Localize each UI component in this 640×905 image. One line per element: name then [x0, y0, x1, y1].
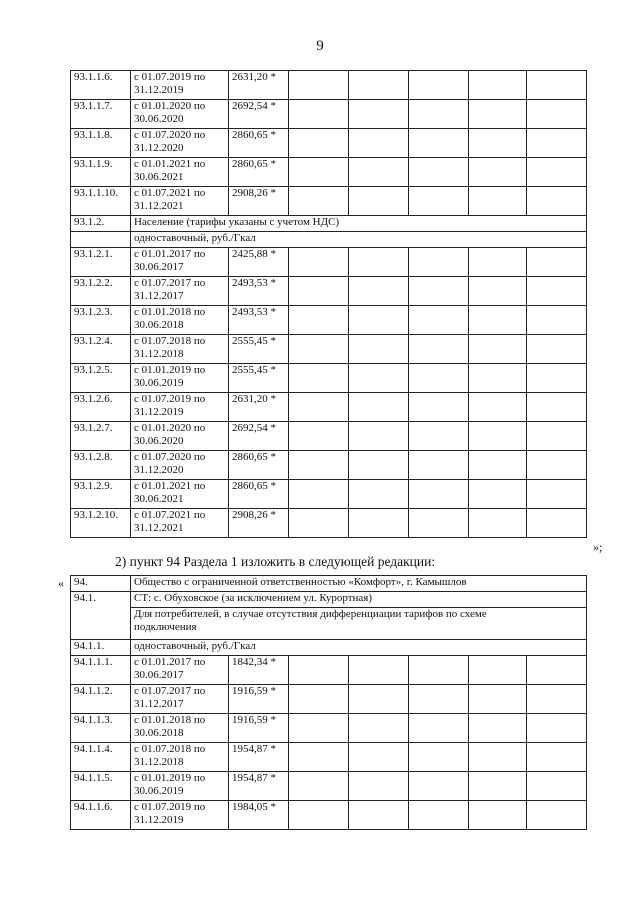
empty-cell — [469, 509, 527, 538]
table-row — [71, 277, 587, 306]
empty-cell — [527, 100, 587, 129]
empty-cell — [469, 451, 527, 480]
period-end: 31.12.2019 — [134, 814, 184, 826]
empty-cell — [349, 71, 409, 100]
row-period — [131, 158, 229, 187]
row-code: 93.1.1.8. — [71, 129, 131, 158]
empty-cell — [349, 714, 409, 743]
group-code: 93.1.2. — [71, 216, 131, 232]
row-period — [131, 743, 229, 772]
empty-cell — [527, 393, 587, 422]
empty-cell — [289, 656, 349, 685]
row-code: 93.1.2.8. — [71, 451, 131, 480]
row-period — [131, 187, 229, 216]
row-code: 93.1.2.10. — [71, 509, 131, 538]
row-period — [131, 129, 229, 158]
row-period — [131, 71, 229, 100]
empty-cell — [409, 100, 469, 129]
system-label: СТ: с. Обуховское (за исключением ул. Курортная) — [131, 592, 587, 608]
empty-cell — [349, 158, 409, 187]
row-code: 94.1.1.1. — [71, 656, 131, 685]
period-end: 30.06.2017 — [134, 669, 184, 681]
row-period — [131, 335, 229, 364]
empty-cell — [349, 277, 409, 306]
period-start: с 01.01.2019 по — [134, 772, 206, 784]
empty-cell — [349, 451, 409, 480]
period-start: с 01.07.2018 по — [134, 335, 206, 347]
empty-cell — [289, 509, 349, 538]
table-row — [71, 422, 587, 451]
row-period — [131, 656, 229, 685]
period-end: 30.06.2017 — [134, 261, 184, 273]
row-code: 93.1.2.5. — [71, 364, 131, 393]
period-start: с 01.07.2017 по — [134, 277, 206, 289]
empty-cell — [469, 335, 527, 364]
table-row — [71, 772, 587, 801]
empty-cell — [409, 364, 469, 393]
empty-cell — [469, 100, 527, 129]
empty-cell — [409, 714, 469, 743]
empty-cell — [469, 685, 527, 714]
period-end: 31.12.2018 — [134, 348, 184, 360]
row-code: 94.1.1.3. — [71, 714, 131, 743]
empty-cell — [469, 71, 527, 100]
empty-cell — [349, 801, 409, 830]
empty-cell — [409, 306, 469, 335]
table-row — [71, 100, 587, 129]
empty-cell — [409, 277, 469, 306]
row-code: 94.1.1.2. — [71, 685, 131, 714]
empty-cell — [527, 743, 587, 772]
table-row — [71, 158, 587, 187]
empty-cell — [289, 71, 349, 100]
row-tariff: 2860,65 * — [229, 451, 289, 480]
table-row — [71, 685, 587, 714]
period-start: с 01.01.2020 по — [134, 422, 206, 434]
row-tariff: 2860,65 * — [229, 158, 289, 187]
row-period — [131, 422, 229, 451]
period-end: 30.06.2021 — [134, 171, 184, 183]
system-code: 94.1. — [71, 592, 131, 640]
row-period — [131, 714, 229, 743]
org-label: Общество с ограниченной ответственностью «Комфорт», г. Камышлов — [131, 576, 587, 592]
empty-cell — [469, 393, 527, 422]
empty-cell — [289, 393, 349, 422]
period-start: с 01.01.2017 по — [134, 248, 206, 260]
empty-cell — [409, 248, 469, 277]
period-start: с 01.07.2020 по — [134, 129, 206, 141]
empty-cell — [527, 451, 587, 480]
row-period — [131, 685, 229, 714]
period-end: 31.12.2017 — [134, 290, 184, 302]
empty-cell — [349, 509, 409, 538]
period-start: с 01.01.2021 по — [134, 480, 206, 492]
empty-cell — [349, 772, 409, 801]
row-tariff: 2860,65 * — [229, 129, 289, 158]
row-tariff: 1984,05 * — [229, 801, 289, 830]
period-end: 31.12.2021 — [134, 200, 184, 212]
period-start: с 01.01.2018 по — [134, 306, 206, 318]
empty-cell — [527, 772, 587, 801]
system-note — [131, 608, 587, 640]
row-tariff: 2631,20 * — [229, 71, 289, 100]
period-start: с 01.01.2017 по — [134, 656, 206, 668]
group-code-empty — [71, 232, 131, 248]
row-code: 93.1.2.1. — [71, 248, 131, 277]
row-code: 93.1.2.9. — [71, 480, 131, 509]
opening-quote-mark: « — [58, 576, 64, 590]
period-end: 30.06.2019 — [134, 377, 184, 389]
period-end: 31.12.2017 — [134, 698, 184, 710]
empty-cell — [349, 393, 409, 422]
table-row — [71, 306, 587, 335]
empty-cell — [349, 129, 409, 158]
empty-cell — [349, 656, 409, 685]
empty-cell — [289, 129, 349, 158]
empty-cell — [527, 422, 587, 451]
empty-cell — [409, 772, 469, 801]
period-start: с 01.07.2021 по — [134, 509, 206, 521]
system-note-line-2: подключения — [134, 621, 197, 633]
row-tariff: 1916,59 * — [229, 685, 289, 714]
empty-cell — [349, 306, 409, 335]
row-period — [131, 277, 229, 306]
empty-cell — [349, 335, 409, 364]
empty-cell — [469, 277, 527, 306]
empty-cell — [289, 248, 349, 277]
row-period — [131, 364, 229, 393]
empty-cell — [409, 743, 469, 772]
row-period — [131, 480, 229, 509]
empty-cell — [469, 129, 527, 158]
empty-cell — [409, 509, 469, 538]
period-end: 31.12.2019 — [134, 84, 184, 96]
empty-cell — [527, 187, 587, 216]
row-code: 93.1.2.2. — [71, 277, 131, 306]
row-tariff: 2908,26 * — [229, 509, 289, 538]
empty-cell — [289, 335, 349, 364]
row-code: 93.1.1.6. — [71, 71, 131, 100]
period-start: с 01.07.2019 по — [134, 71, 206, 83]
empty-cell — [527, 335, 587, 364]
period-start: с 01.01.2018 по — [134, 714, 206, 726]
empty-cell — [469, 480, 527, 509]
row-tariff: 1842,34 * — [229, 656, 289, 685]
empty-cell — [409, 801, 469, 830]
period-end: 31.12.2018 — [134, 756, 184, 768]
row-tariff: 2555,45 * — [229, 364, 289, 393]
period-end: 31.12.2021 — [134, 522, 184, 534]
amendment-paragraph: 2) пункт 94 Раздела 1 изложить в следующей редакции: — [115, 554, 436, 569]
empty-cell — [349, 422, 409, 451]
empty-cell — [469, 772, 527, 801]
row-period — [131, 509, 229, 538]
row-code: 94.1.1.4. — [71, 743, 131, 772]
empty-cell — [289, 187, 349, 216]
period-start: с 01.07.2017 по — [134, 685, 206, 697]
table-row — [71, 187, 587, 216]
empty-cell — [469, 187, 527, 216]
empty-cell — [469, 364, 527, 393]
empty-cell — [289, 306, 349, 335]
empty-cell — [409, 71, 469, 100]
empty-cell — [527, 306, 587, 335]
row-tariff: 1954,87 * — [229, 772, 289, 801]
group-sub-label: одноставочный, руб./Гкал — [131, 232, 587, 248]
row-code: 93.1.1.9. — [71, 158, 131, 187]
empty-cell — [289, 364, 349, 393]
period-end: 30.06.2018 — [134, 727, 184, 739]
row-period — [131, 100, 229, 129]
row-code: 93.1.2.6. — [71, 393, 131, 422]
empty-cell — [527, 685, 587, 714]
empty-cell — [409, 129, 469, 158]
table-row — [71, 393, 587, 422]
row-tariff: 1954,87 * — [229, 743, 289, 772]
page-number: 9 — [316, 38, 324, 54]
row-code: 93.1.1.10. — [71, 187, 131, 216]
empty-cell — [289, 451, 349, 480]
period-end: 30.06.2021 — [134, 493, 184, 505]
empty-cell — [409, 480, 469, 509]
row-period — [131, 306, 229, 335]
period-start: с 01.01.2021 по — [134, 158, 206, 170]
row-code: 93.1.2.7. — [71, 422, 131, 451]
row-period — [131, 801, 229, 830]
period-start: с 01.07.2019 по — [134, 393, 206, 405]
empty-cell — [289, 100, 349, 129]
row-code: 93.1.2.3. — [71, 306, 131, 335]
empty-cell — [527, 277, 587, 306]
empty-cell — [409, 393, 469, 422]
row-tariff: 2692,54 * — [229, 100, 289, 129]
period-end: 31.12.2020 — [134, 142, 184, 154]
empty-cell — [289, 772, 349, 801]
sub-label: одноставочный, руб./Гкал — [131, 640, 587, 656]
empty-cell — [349, 685, 409, 714]
empty-cell — [289, 158, 349, 187]
empty-cell — [527, 656, 587, 685]
empty-cell — [469, 158, 527, 187]
period-start: с 01.01.2019 по — [134, 364, 206, 376]
empty-cell — [349, 480, 409, 509]
tariff-table-93 — [70, 70, 587, 538]
row-period — [131, 451, 229, 480]
row-tariff: 2908,26 * — [229, 187, 289, 216]
empty-cell — [289, 743, 349, 772]
row-tariff: 2555,45 * — [229, 335, 289, 364]
empty-cell — [409, 685, 469, 714]
empty-cell — [409, 422, 469, 451]
empty-cell — [409, 451, 469, 480]
table-row — [71, 509, 587, 538]
period-start: с 01.07.2020 по — [134, 451, 206, 463]
table-row — [71, 364, 587, 393]
period-start: с 01.07.2021 по — [134, 187, 206, 199]
table-row — [71, 335, 587, 364]
empty-cell — [469, 656, 527, 685]
empty-cell — [349, 743, 409, 772]
empty-cell — [469, 422, 527, 451]
empty-cell — [349, 100, 409, 129]
empty-cell — [527, 158, 587, 187]
row-tariff: 2493,53 * — [229, 277, 289, 306]
empty-cell — [469, 743, 527, 772]
row-code: 93.1.2.4. — [71, 335, 131, 364]
system-note-line-1: Для потребителей, в случае отсутствия дифференциации тарифов по схеме — [134, 608, 487, 620]
period-end: 30.06.2019 — [134, 785, 184, 797]
period-end: 30.06.2020 — [134, 113, 184, 125]
empty-cell — [527, 248, 587, 277]
period-end: 30.06.2020 — [134, 435, 184, 447]
empty-cell — [349, 364, 409, 393]
empty-cell — [409, 656, 469, 685]
empty-cell — [349, 187, 409, 216]
empty-cell — [289, 277, 349, 306]
period-end: 31.12.2020 — [134, 464, 184, 476]
empty-cell — [409, 187, 469, 216]
table-row — [71, 714, 587, 743]
empty-cell — [409, 158, 469, 187]
row-tariff: 1916,59 * — [229, 714, 289, 743]
empty-cell — [527, 129, 587, 158]
period-start: с 01.07.2019 по — [134, 801, 206, 813]
period-end: 30.06.2018 — [134, 319, 184, 331]
empty-cell — [349, 248, 409, 277]
table-row — [71, 129, 587, 158]
table-row — [71, 801, 587, 830]
table-row — [71, 451, 587, 480]
empty-cell — [289, 685, 349, 714]
org-code: 94. — [71, 576, 131, 592]
tariff-table-94 — [70, 575, 587, 830]
empty-cell — [527, 509, 587, 538]
empty-cell — [469, 801, 527, 830]
empty-cell — [527, 364, 587, 393]
row-period — [131, 248, 229, 277]
empty-cell — [469, 714, 527, 743]
row-tariff: 2425,88 * — [229, 248, 289, 277]
sub-code: 94.1.1. — [71, 640, 131, 656]
empty-cell — [409, 335, 469, 364]
table-row — [71, 71, 587, 100]
row-code: 94.1.1.6. — [71, 801, 131, 830]
empty-cell — [469, 248, 527, 277]
row-period — [131, 772, 229, 801]
row-period — [131, 393, 229, 422]
empty-cell — [527, 714, 587, 743]
empty-cell — [289, 480, 349, 509]
empty-cell — [527, 801, 587, 830]
table-row — [71, 656, 587, 685]
table-row — [71, 480, 587, 509]
empty-cell — [527, 480, 587, 509]
empty-cell — [469, 306, 527, 335]
table-row — [71, 743, 587, 772]
group-label: Население (тарифы указаны с учетом НДС) — [131, 216, 587, 232]
period-end: 31.12.2019 — [134, 406, 184, 418]
empty-cell — [289, 714, 349, 743]
row-code: 93.1.1.7. — [71, 100, 131, 129]
row-tariff: 2692,54 * — [229, 422, 289, 451]
row-tariff: 2631,20 * — [229, 393, 289, 422]
period-start: с 01.07.2018 по — [134, 743, 206, 755]
table-row — [71, 248, 587, 277]
empty-cell — [527, 71, 587, 100]
empty-cell — [289, 422, 349, 451]
row-tariff: 2493,53 * — [229, 306, 289, 335]
period-start: с 01.01.2020 по — [134, 100, 206, 112]
row-code: 94.1.1.5. — [71, 772, 131, 801]
empty-cell — [289, 801, 349, 830]
row-tariff: 2860,65 * — [229, 480, 289, 509]
closing-quote-mark: »; — [593, 540, 603, 554]
